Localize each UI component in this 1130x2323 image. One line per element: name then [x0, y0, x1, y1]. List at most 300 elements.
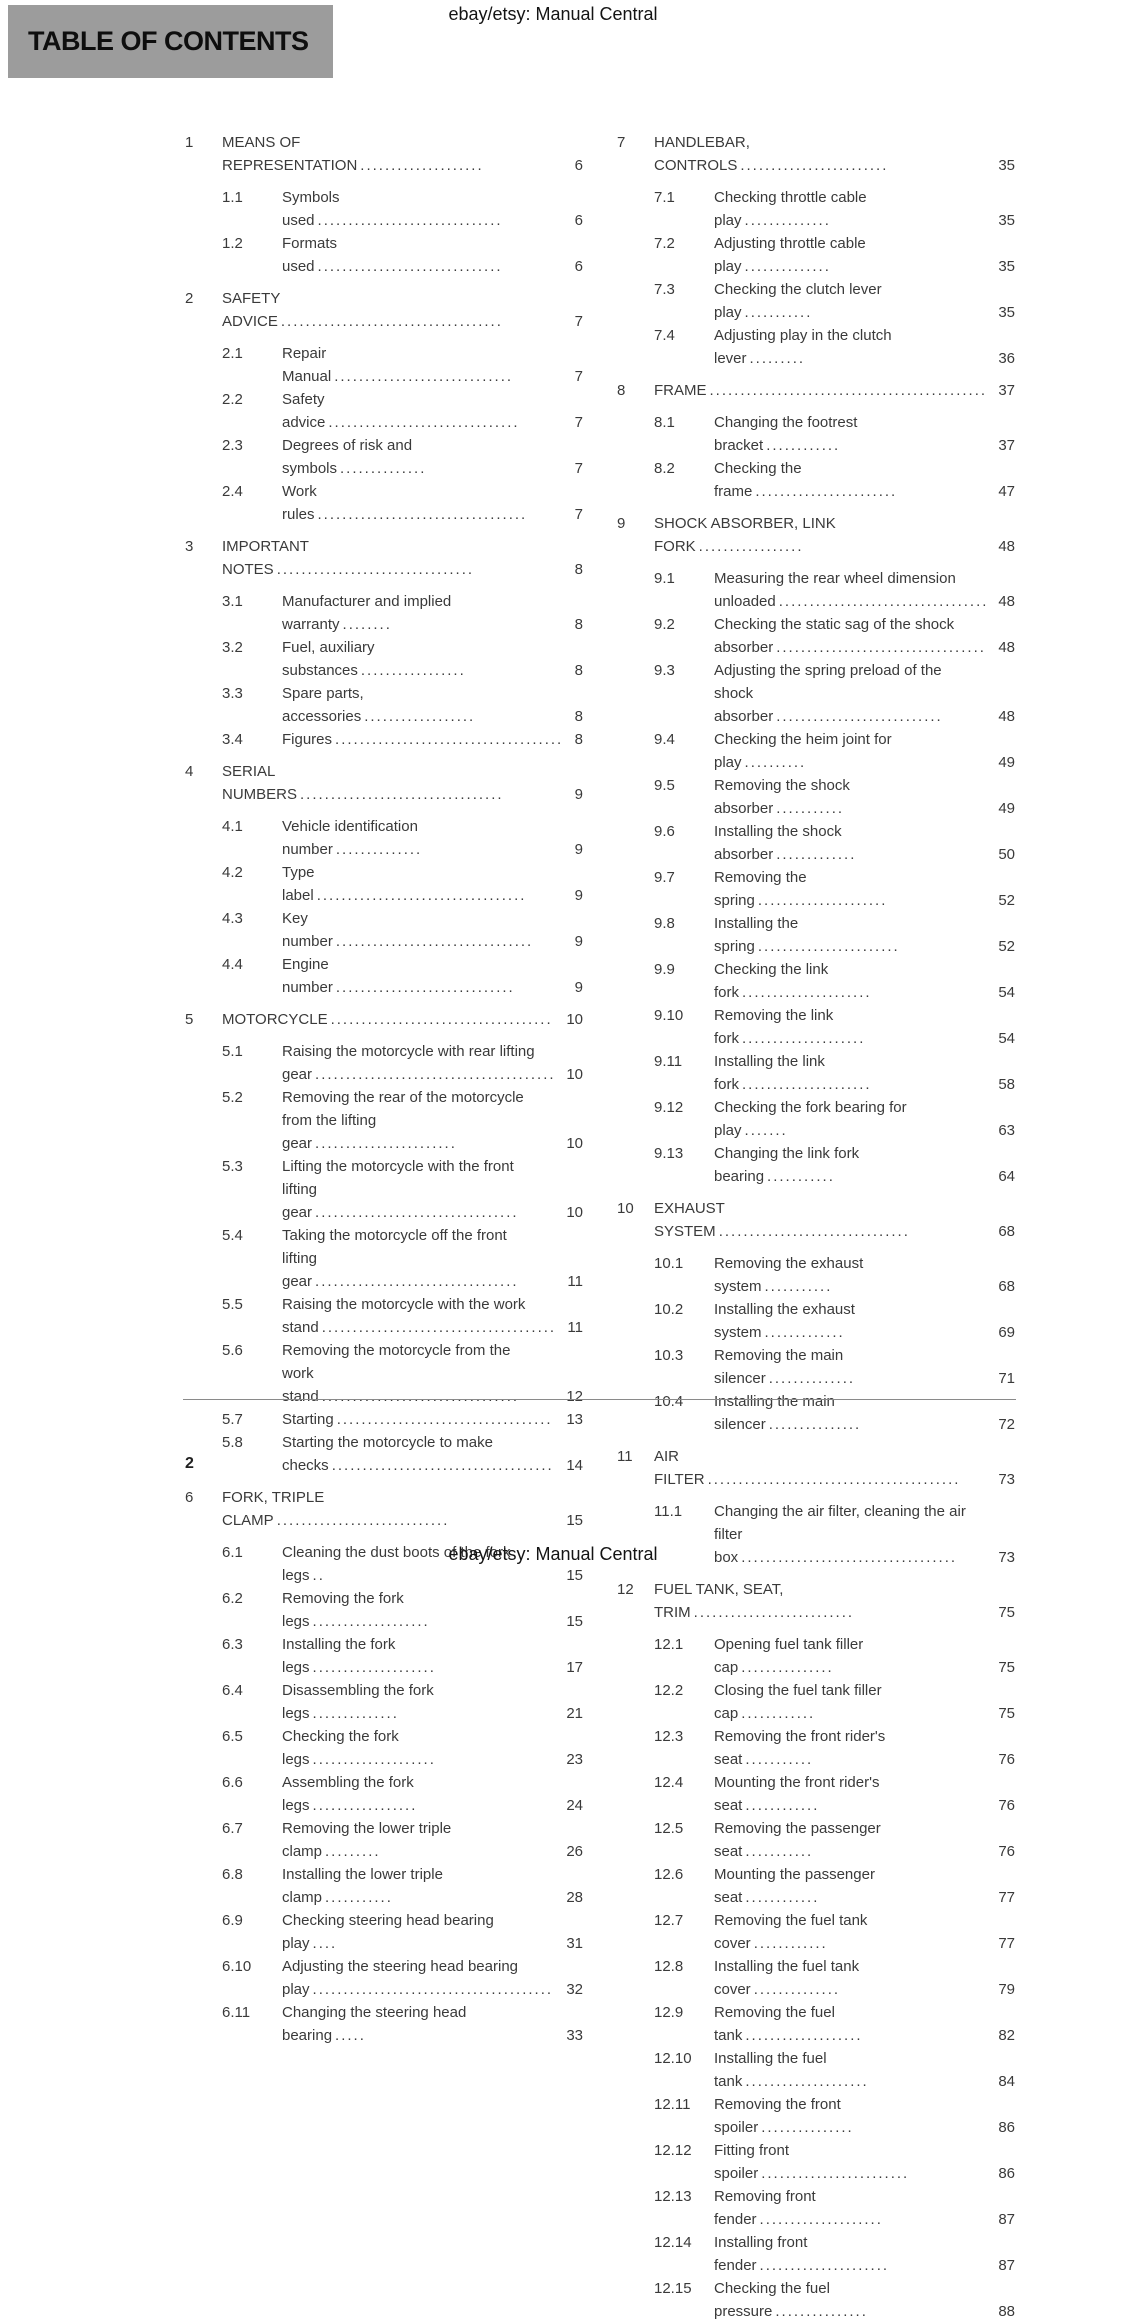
toc-entry-number: 1.2: [222, 235, 243, 252]
toc-entry-number: 6.7: [222, 1820, 243, 1837]
toc-sub-entry: [185, 590, 583, 636]
dot-leader: ..............................: [317, 258, 503, 275]
dot-leader: ..........................: [693, 1604, 855, 1621]
dot-leader: .......................: [755, 483, 898, 500]
toc-entry-number: 6.11: [222, 2004, 251, 2021]
toc-entry-title: Checking the clutch lever play: [714, 281, 882, 321]
dot-leader: ....................: [759, 2211, 883, 2228]
toc-entry-page: 86: [993, 2116, 1015, 2139]
dot-leader: ..............: [312, 1705, 399, 1722]
dot-leader: .....................: [742, 984, 872, 1001]
toc-entry-number: 12.15: [654, 2280, 692, 2297]
dot-leader: ..............: [744, 258, 831, 275]
dot-leader: ....................: [745, 2073, 869, 2090]
toc-entry-page: 9: [570, 838, 583, 861]
toc-entry-number: 12.9: [654, 2004, 684, 2021]
dot-leader: ..............: [335, 841, 423, 858]
toc-sub-entry: [617, 2277, 1015, 2323]
toc-entry-page: 37: [993, 434, 1015, 457]
dot-leader: ..................................: [317, 506, 528, 523]
toc-sub-entry: [617, 324, 1015, 370]
toc-entry-number: 10.4: [654, 1393, 684, 1410]
toc-entry-page: 7: [570, 503, 583, 526]
toc-section: [617, 131, 1015, 370]
toc-entry-page: 21: [561, 1702, 583, 1725]
toc-entry-title: Changing the air filter, cleaning the air filter box: [714, 1503, 966, 1566]
toc-entry-page: 7: [570, 411, 583, 434]
toc-sub-entry: [617, 912, 1015, 958]
toc-sub-entry: [185, 953, 583, 999]
toc-entry-number: 5.5: [222, 1296, 243, 1313]
dot-leader: ............: [745, 1889, 820, 1906]
toc-section: [617, 1197, 1015, 1436]
header-site-label: ebay/etsy: Manual Central: [448, 4, 658, 24]
toc-section: [617, 512, 1015, 1188]
toc-entry-title: Vehicle identification number: [282, 818, 418, 858]
toc-entry-number: 6.1: [222, 1544, 243, 1561]
toc-entry-page: 50: [993, 843, 1015, 866]
toc-entry-number: 10: [617, 1200, 634, 1217]
toc-sub-entry: [185, 815, 583, 861]
toc-entry-number: 5.8: [222, 1434, 243, 1451]
toc-entry-title: SHOCK ABSORBER, LINK FORK: [654, 515, 836, 555]
dot-leader: ..................................: [316, 887, 527, 904]
dot-leader: ......................................: [321, 1319, 557, 1336]
toc-entry-title: IMPORTANT NOTES: [222, 538, 309, 578]
toc-entry-number: 8.1: [654, 414, 675, 431]
toc-entry-title: Checking throttle cable play: [714, 189, 867, 229]
toc-sub-entry: [617, 411, 1015, 457]
dot-leader: ....................: [312, 1659, 436, 1676]
toc-entry-number: 12.1: [654, 1636, 684, 1653]
toc-entry-page: 87: [993, 2254, 1015, 2277]
toc-entry-page: 48: [993, 636, 1015, 659]
toc-sub-entry: [617, 1298, 1015, 1344]
toc-entry-title: Taking the motorcycle off the front lifting gear: [282, 1227, 507, 1290]
toc-entry-title: Installing the fuel tank cover: [714, 1958, 860, 1998]
dot-leader: ...............: [768, 1416, 862, 1433]
toc-entry-number: 7: [617, 134, 626, 151]
toc-entry-title: Installing the spring: [714, 915, 799, 955]
dot-leader: .......................: [315, 1135, 457, 1152]
toc-entry-number: 9.5: [654, 777, 675, 794]
toc-entry-title: Installing the link fork: [714, 1053, 825, 1093]
toc-entry-title: Figures: [282, 731, 333, 748]
toc-entry-page: 15: [561, 1509, 583, 1532]
toc-section-entry: [617, 1578, 1015, 1624]
toc-entry-number: 2.3: [222, 437, 243, 454]
toc-sub-entry: [617, 1725, 1015, 1771]
toc-sub-entry: [185, 1771, 583, 1817]
toc-entry-page: 58: [993, 1073, 1015, 1096]
toc-sub-entry: [617, 1679, 1015, 1725]
toc-section: [185, 131, 583, 278]
toc-entry-title: Closing the fuel tank filler cap: [714, 1682, 882, 1722]
dot-leader: ............: [766, 437, 841, 454]
toc-entry-page: 84: [993, 2070, 1015, 2093]
toc-entry-number: 6.9: [222, 1912, 243, 1929]
toc-entry-title: Key number: [282, 910, 333, 950]
toc-entry-title: Spare parts, accessories: [282, 685, 364, 725]
dot-leader: ........: [342, 616, 392, 633]
toc-section: [185, 1008, 583, 1477]
toc-entry-page: 23: [561, 1748, 583, 1771]
toc-entry-title: Installing front fender: [714, 2234, 808, 2274]
toc-sub-entry: [617, 278, 1015, 324]
toc-entry-number: 11.1: [654, 1503, 683, 1520]
toc-sub-entry: [617, 1142, 1015, 1188]
toc-entry-page: 77: [993, 1932, 1015, 1955]
toc-sub-entry: [617, 774, 1015, 820]
toc-sub-entry: [617, 866, 1015, 912]
toc-sub-entry: [185, 1431, 583, 1477]
toc-entry-number: 6: [185, 1489, 194, 1506]
toc-section-entry: [617, 131, 1015, 177]
toc-entry-title: Safety advice: [282, 391, 326, 431]
dot-leader: .................: [698, 538, 804, 555]
toc-entry-number: 12.10: [654, 2050, 692, 2067]
dot-leader: .............................: [335, 979, 515, 996]
toc-sub-entry: [185, 1863, 583, 1909]
toc-section-entry: [185, 1486, 583, 1532]
toc-sub-entry: [617, 2185, 1015, 2231]
toc-entry-title: Removing the front rider's seat: [714, 1728, 886, 1768]
toc-entry-number: 5.4: [222, 1227, 243, 1244]
toc-entry-page: 35: [993, 154, 1015, 177]
toc-entry-page: 24: [561, 1794, 583, 1817]
toc-entry-title: FUEL TANK, SEAT, TRIM: [654, 1581, 784, 1621]
toc-section-entry: [185, 287, 583, 333]
toc-entry-title: Removing the main silencer: [714, 1347, 844, 1387]
dot-leader: ............: [741, 1705, 816, 1722]
toc-entry-page: 15: [561, 1564, 583, 1587]
toc-sub-entry: [185, 861, 583, 907]
toc-entry-title: Removing front fender: [714, 2188, 816, 2228]
dot-leader: .................: [360, 662, 466, 679]
toc-sub-entry: [185, 1725, 583, 1771]
toc-entry-number: 7.2: [654, 235, 675, 252]
toc-entry-title: Adjusting throttle cable play: [714, 235, 866, 275]
dot-leader: ...........: [745, 1751, 814, 1768]
toc-entry-page: 73: [993, 1546, 1015, 1569]
toc-entry-title: Checking the fork bearing for play: [714, 1099, 907, 1139]
toc-entry-number: 12: [617, 1581, 634, 1598]
dot-leader: ...........: [745, 1843, 814, 1860]
dot-leader: ...............: [775, 2303, 868, 2320]
dot-leader: .............................................: [709, 382, 988, 399]
toc-entry-title: Degrees of risk and symbols: [282, 437, 413, 477]
toc-entry-page: 9: [570, 930, 583, 953]
toc-sub-entry: [185, 907, 583, 953]
toc-entry-title: Checking the static sag of the shock absorber: [714, 616, 955, 656]
toc-sub-entry: [617, 1004, 1015, 1050]
dot-leader: .......................: [757, 938, 900, 955]
toc-column-right: [617, 131, 1015, 2323]
toc-entry-number: 3.1: [222, 593, 243, 610]
toc-sub-entry: [617, 1050, 1015, 1096]
toc-sub-entry: [617, 2001, 1015, 2047]
toc-entry-page: 6: [570, 154, 583, 177]
toc-sub-entry: [617, 1817, 1015, 1863]
toc-entry-page: 82: [993, 2024, 1015, 2047]
toc-entry-title: HANDLEBAR, CONTROLS: [654, 134, 750, 174]
toc-sub-entry: [185, 1040, 583, 1086]
toc-entry-page: 35: [993, 301, 1015, 324]
toc-entry-title: Removing the fuel tank: [714, 2004, 835, 2044]
toc-entry-title: Removing the shock absorber: [714, 777, 850, 817]
table-of-contents: [185, 131, 1015, 2323]
toc-entry-page: 49: [993, 751, 1015, 774]
toc-entry-title: Cleaning the dust boots of the fork legs: [282, 1544, 511, 1584]
toc-entry-number: 8.2: [654, 460, 675, 477]
dot-leader: .....: [335, 2027, 366, 2044]
dot-leader: ..............: [753, 1981, 841, 1998]
toc-entry-title: Starting: [282, 1411, 334, 1428]
toc-entry-number: 12.13: [654, 2188, 692, 2205]
dot-leader: ..: [312, 1567, 325, 1584]
toc-entry-number: 1.1: [222, 189, 243, 206]
toc-sub-entry: [185, 1293, 583, 1339]
toc-entry-number: 6.8: [222, 1866, 243, 1883]
toc-sub-entry: [185, 1224, 583, 1293]
toc-column-left: [185, 131, 583, 2323]
toc-sub-entry: [185, 1155, 583, 1224]
toc-entry-number: 9.1: [654, 570, 675, 587]
toc-sub-entry: [185, 1086, 583, 1155]
toc-sub-entry: [185, 342, 583, 388]
toc-sub-entry: [185, 388, 583, 434]
dot-leader: .....................................: [335, 731, 564, 748]
toc-entry-number: 4: [185, 763, 194, 780]
toc-entry-number: 4.3: [222, 910, 243, 927]
toc-entry-number: 7.4: [654, 327, 675, 344]
toc-entry-number: 5.7: [222, 1411, 243, 1428]
dot-leader: ...........: [767, 1168, 835, 1185]
dot-leader: .................................: [300, 786, 504, 803]
toc-entry-number: 6.5: [222, 1728, 243, 1745]
toc-entry-title: SAFETY ADVICE: [222, 290, 281, 330]
toc-entry-page: 54: [993, 1027, 1015, 1050]
toc-sub-entry: [617, 820, 1015, 866]
toc-entry-page: 35: [993, 255, 1015, 278]
toc-entry-page: 88: [993, 2300, 1015, 2323]
toc-entry-title: SERIAL NUMBERS: [222, 763, 298, 803]
toc-sub-entry: [617, 2047, 1015, 2093]
toc-entry-page: 54: [993, 981, 1015, 1004]
toc-entry-page: 32: [561, 1978, 583, 2001]
dot-leader: .............: [764, 1324, 845, 1341]
toc-entry-title: Removing the spring: [714, 869, 807, 909]
toc-entry-page: 76: [993, 1840, 1015, 1863]
toc-sub-entry: [185, 1633, 583, 1679]
toc-entry-title: Installing the fork legs: [282, 1636, 396, 1676]
toc-entry-title: Installing the main silencer: [714, 1393, 835, 1433]
dot-leader: ...............: [761, 2119, 854, 2136]
toc-entry-title: FORK, TRIPLE CLAMP: [222, 1489, 325, 1529]
toc-sub-entry: [617, 1863, 1015, 1909]
toc-entry-page: 9: [570, 976, 583, 999]
toc-entry-number: 12.12: [654, 2142, 692, 2159]
dot-leader: ...............................: [328, 414, 520, 431]
toc-entry-number: 4.2: [222, 864, 243, 881]
toc-entry-number: 3.3: [222, 685, 243, 702]
dot-leader: ....................: [360, 157, 484, 174]
toc-sub-entry: [617, 2093, 1015, 2139]
dot-leader: ....................................: [280, 313, 503, 330]
toc-entry-number: 12.3: [654, 1728, 684, 1745]
dot-leader: ...........: [776, 800, 845, 817]
toc-entry-page: 79: [993, 1978, 1015, 2001]
toc-entry-number: 3.4: [222, 731, 243, 748]
toc-entry-number: 9.11: [654, 1053, 683, 1070]
dot-leader: ..........: [744, 754, 807, 771]
dot-leader: ...................................: [336, 1411, 553, 1428]
dot-leader: ............: [753, 1935, 828, 1952]
toc-entry-title: Checking the frame: [714, 460, 802, 500]
toc-sub-entry: [185, 1339, 583, 1408]
toc-section-entry: [185, 131, 583, 177]
toc-section: [185, 1486, 583, 2047]
toc-entry-page: 49: [993, 797, 1015, 820]
toc-entry-number: 2: [185, 290, 194, 307]
toc-entry-number: 5: [185, 1011, 194, 1028]
toc-entry-page: 77: [993, 1886, 1015, 1909]
toc-entry-page: 68: [993, 1275, 1015, 1298]
toc-entry-number: 7.1: [654, 189, 675, 206]
toc-entry-page: 7: [570, 310, 583, 333]
toc-entry-title: Mounting the front rider's seat: [714, 1774, 880, 1814]
toc-sub-entry: [185, 728, 583, 751]
toc-entry-title: Changing the footrest bracket: [714, 414, 858, 454]
toc-entry-page: 11: [562, 1270, 583, 1293]
toc-entry-title: Adjusting the spring preload of the shock absorber: [714, 662, 942, 725]
toc-entry-page: 8: [570, 705, 583, 728]
toc-section: [185, 287, 583, 526]
dot-leader: ..............: [340, 460, 427, 477]
toc-entry-title: Type label: [282, 864, 315, 904]
dot-leader: .........: [325, 1843, 381, 1860]
toc-sub-entry: [617, 958, 1015, 1004]
toc-entry-number: 6.4: [222, 1682, 243, 1699]
toc-entry-number: 9.4: [654, 731, 675, 748]
toc-entry-page: 10: [561, 1008, 583, 1031]
toc-entry-page: 6: [570, 209, 583, 232]
toc-sub-entry: [185, 636, 583, 682]
toc-sub-entry: [185, 682, 583, 728]
toc-entry-number: 1: [185, 134, 194, 151]
toc-entry-title: Removing the fork legs: [282, 1590, 404, 1630]
toc-entry-title: Removing the lower triple clamp: [282, 1820, 452, 1860]
toc-sub-entry: [617, 1390, 1015, 1436]
toc-entry-title: Checking the fuel pressure: [714, 2280, 830, 2320]
dot-leader: .................: [312, 1797, 418, 1814]
toc-entry-number: 3.2: [222, 639, 243, 656]
toc-entry-page: 9: [570, 884, 583, 907]
toc-entry-title: Manufacturer and implied warranty: [282, 593, 452, 633]
toc-entry-number: 12.5: [654, 1820, 684, 1837]
dot-leader: ...................: [745, 2027, 863, 2044]
dot-leader: .............................: [334, 368, 514, 385]
toc-entry-page: 36: [993, 347, 1015, 370]
toc-entry-title: Checking the link fork: [714, 961, 829, 1001]
toc-sub-entry: [185, 232, 583, 278]
toc-entry-number: 11: [617, 1448, 633, 1465]
toc-entry-page: 48: [993, 590, 1015, 613]
toc-entry-page: 35: [993, 209, 1015, 232]
toc-entry-title: Checking steering head bearing play: [282, 1912, 494, 1952]
toc-entry-number: 4.1: [222, 818, 243, 835]
toc-sub-entry: [185, 186, 583, 232]
toc-sub-entry: [185, 1909, 583, 1955]
toc-entry-page: 63: [993, 1119, 1015, 1142]
footer-divider: [183, 1399, 1016, 1400]
toc-entry-title: Fitting front spoiler: [714, 2142, 790, 2182]
dot-leader: ..................: [364, 708, 476, 725]
toc-entry-page: 11: [562, 1316, 583, 1339]
toc-entry-page: 26: [561, 1840, 583, 1863]
dot-leader: ................................: [321, 1388, 520, 1405]
toc-sub-entry: [185, 2001, 583, 2047]
dot-leader: .............: [776, 846, 857, 863]
dot-leader: ....................: [742, 1030, 866, 1047]
toc-entry-page: 14: [561, 1454, 583, 1477]
toc-entry-number: 12.8: [654, 1958, 684, 1975]
toc-section-entry: [617, 1197, 1015, 1243]
dot-leader: .......................................: [312, 1981, 554, 1998]
toc-entry-page: 47: [993, 480, 1015, 503]
toc-entry-page: 73: [993, 1468, 1015, 1491]
toc-entry-page: 48: [993, 705, 1015, 728]
toc-entry-title: Removing the rear of the motorcycle from the lifting gear: [282, 1089, 524, 1152]
toc-entry-number: 12.4: [654, 1774, 684, 1791]
toc-entry-page: 6: [570, 255, 583, 278]
toc-sub-entry: [617, 232, 1015, 278]
toc-entry-page: 52: [993, 889, 1015, 912]
toc-entry-title: Removing the passenger seat: [714, 1820, 881, 1860]
toc-section: [617, 379, 1015, 503]
footer-site-label: ebay/etsy: Manual Central: [448, 1544, 658, 1564]
toc-entry-title: Opening fuel tank filler cap: [714, 1636, 864, 1676]
toc-entry-title: FRAME: [654, 382, 707, 399]
toc-entry-page: 8: [570, 613, 583, 636]
dot-leader: ...................................: [741, 1549, 958, 1566]
toc-entry-title: Changing the link fork bearing: [714, 1145, 860, 1185]
toc-entry-number: 6.2: [222, 1590, 243, 1607]
toc-entry-page: 75: [993, 1601, 1015, 1624]
dot-leader: ..............: [744, 212, 831, 229]
toc-section-entry: [617, 379, 1015, 402]
toc-entry-number: 12.7: [654, 1912, 684, 1929]
toc-entry-number: 6.6: [222, 1774, 243, 1791]
toc-entry-page: 76: [993, 1748, 1015, 1771]
toc-entry-title: Work rules: [282, 483, 317, 523]
toc-entry-page: 10: [561, 1063, 583, 1086]
toc-entry-page: 17: [561, 1656, 583, 1679]
toc-entry-page: 31: [561, 1932, 583, 1955]
toc-entry-title: Formats used: [282, 235, 338, 275]
toc-entry-number: 10.1: [654, 1255, 684, 1272]
toc-entry-title: Installing the exhaust system: [714, 1301, 855, 1341]
toc-entry-page: 69: [993, 1321, 1015, 1344]
toc-entry-title: EXHAUST SYSTEM: [654, 1200, 725, 1240]
dot-leader: ...................: [312, 1613, 430, 1630]
toc-entry-page: 33: [561, 2024, 583, 2047]
toc-entry-page: 71: [993, 1367, 1015, 1390]
toc-sub-entry: [185, 1408, 583, 1431]
toc-entry-page: 68: [993, 1220, 1015, 1243]
toc-entry-title: Installing the fuel tank: [714, 2050, 827, 2090]
toc-entry-title: Starting the motorcycle to make checks: [282, 1434, 493, 1474]
